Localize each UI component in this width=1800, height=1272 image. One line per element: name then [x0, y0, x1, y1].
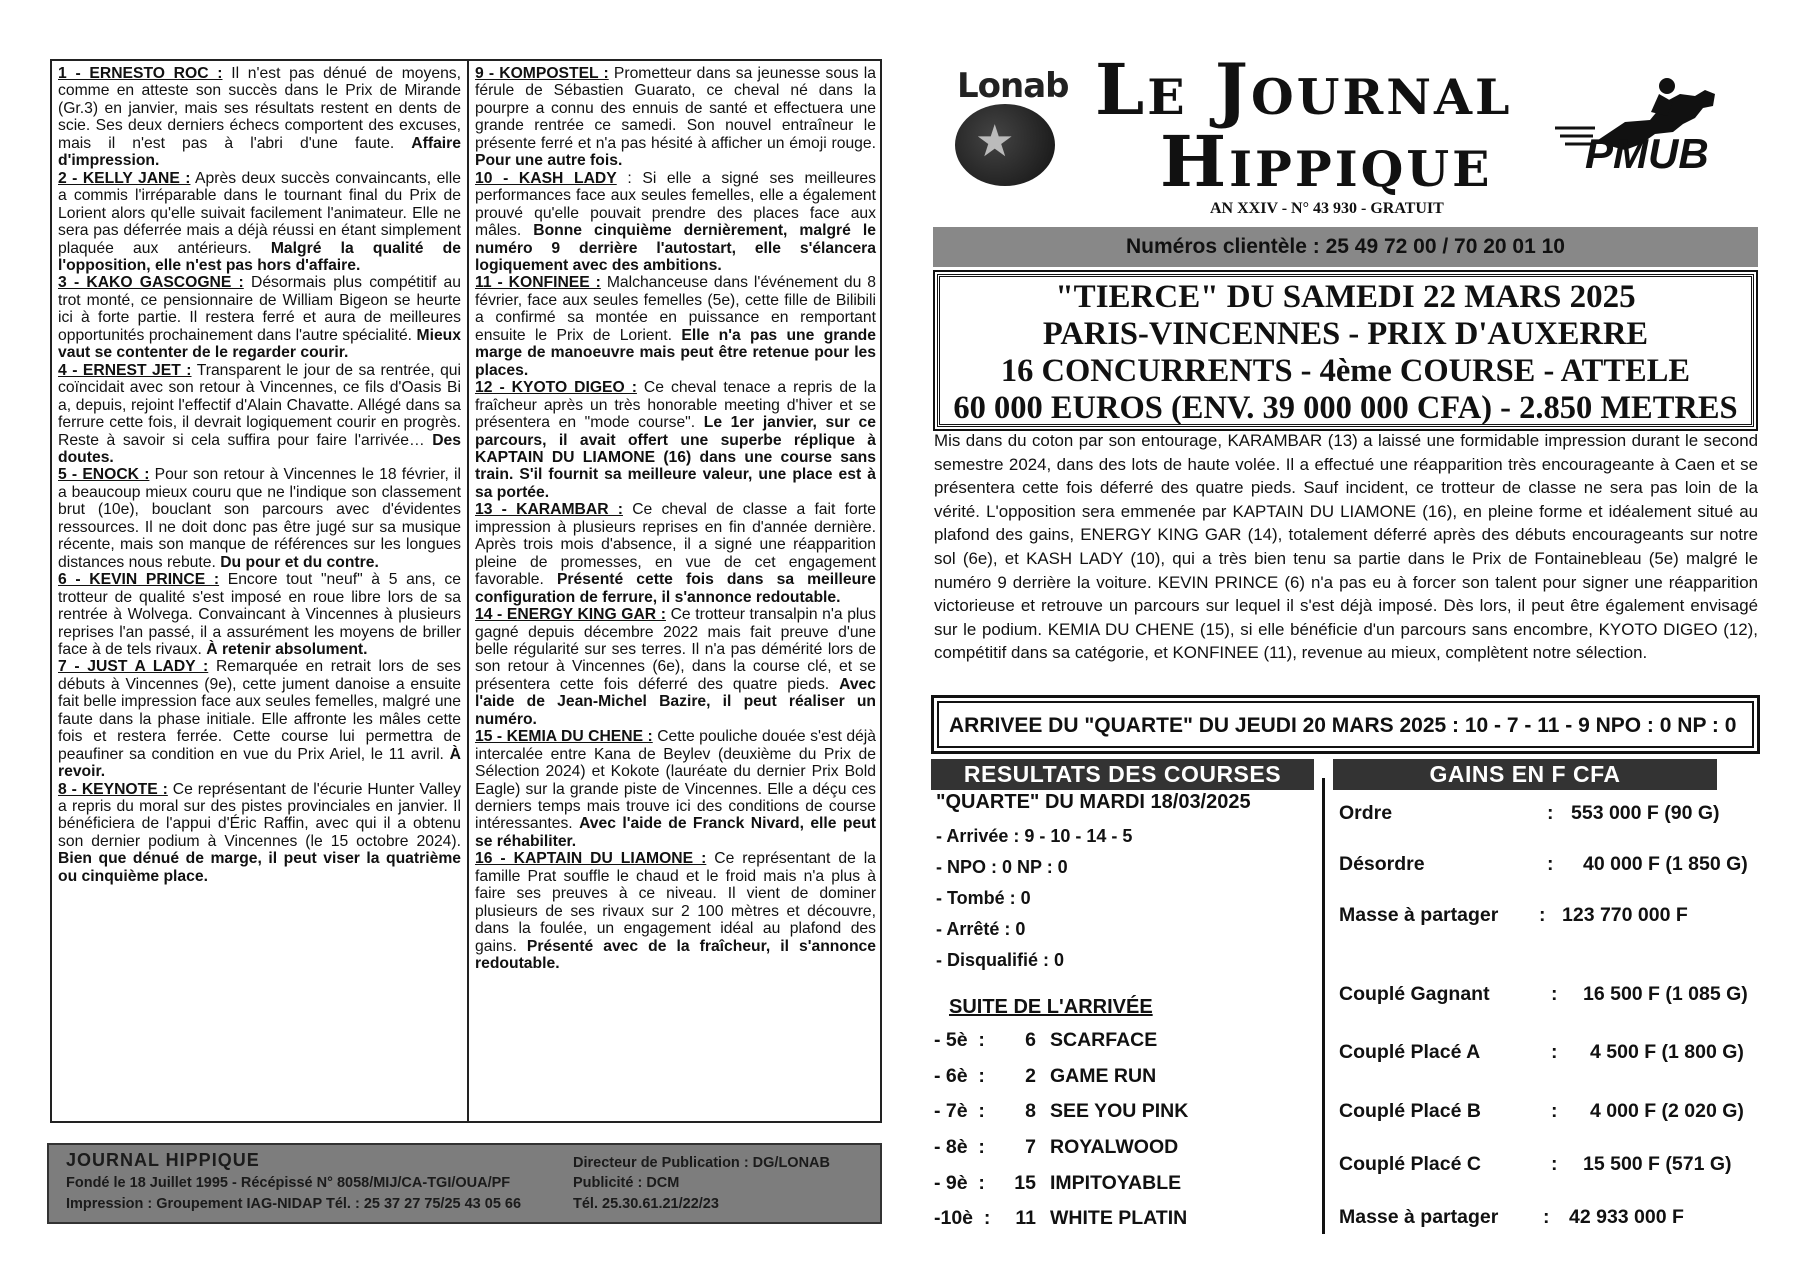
entry-1: [58, 65, 461, 170]
entry-text: Ce représentant de la famille Prat souffle le chaud et le froid mais n'a plus à faire ses preuves à ce niveau. Il vient de dominer plusieurs de ses rivaux sur 2 100 mètres et découvre, dans la foulée, un engagement idéal au plafond des gains.: [475, 850, 876, 955]
entry-text: Remarquée en retrait lors de ses débuts à Vincennes (9e), cette jument danoise a ensuite fait belle impression face aux seules femelles, malgré une faute dans la phase initiale. Elle affronte les mâles cette fois et restera ferrée. Cette course lui permettra de peaufiner sa condition en vue du Prix Ariel, le 11 avril.: [58, 658, 461, 763]
entry-verdict: Bonne cinquième dernièrement, malgré le numéro 9 derrière l'autostart, elle s'élancera logiquement avec des ambitions.: [475, 222, 876, 274]
results-divider: [1322, 778, 1325, 1234]
suite-row: [934, 1029, 1157, 1052]
entry-name: 8 - KEYNOTE :: [58, 780, 168, 798]
tierce-race-box: [937, 274, 1754, 427]
entry-verdict: Affaire d'impression.: [58, 134, 461, 170]
entry-16: [475, 850, 876, 972]
suite-number: 15: [1014, 1172, 1036, 1194]
entry-name: 9 - KOMPOSTEL :: [475, 65, 609, 82]
suite-position: - 5è :: [934, 1029, 985, 1051]
entry-7: [58, 658, 461, 780]
gain-label: Ordre: [1339, 802, 1393, 824]
entry-text: Cette pouliche douée s'est déjà intercalée entre Kana de Beylev (deuxième du Prix de Sélection 2024) et Kokote (lauréate du dernier Prix Bold Eagle) sur la grande piste de Vincennes. Elle a déçu ces derniers temps mais trouve ici des conditions de course intéressantes.: [475, 728, 876, 833]
horse-commentary-columns: [50, 59, 882, 1123]
issue-info: AN XXIV - N° 43 930 - GRATUIT: [1210, 200, 1444, 217]
suite-position: - 8è :: [934, 1136, 985, 1158]
suite-number: 2: [1025, 1065, 1036, 1087]
entry-name: 15 - KEMIA DU CHENE :: [475, 728, 653, 746]
result-line: - Arrêté : 0: [936, 919, 1026, 939]
lonab-logo-text: Lonab: [957, 66, 1069, 106]
entry-verdict: Malgré la qualité de l'opposition, elle n'est pas hors d'affaire.: [58, 239, 461, 274]
gain-label: Couplé Placé C: [1339, 1153, 1481, 1175]
entry-name: 12 - KYOTO DIGEO :: [475, 379, 637, 397]
gain-value: 40 000 F (1 850 G): [1583, 853, 1748, 875]
footer-phone: Tél. 25.30.61.21/22/23: [573, 1196, 719, 1212]
result-line: - NPO : 0 NP : 0: [936, 857, 1068, 877]
entry-name: 1 - ERNESTO ROC :: [58, 65, 223, 82]
entry-14: [475, 606, 876, 728]
tierce-line-1: "TIERCE" DU SAMEDI 22 MARS 2025: [1055, 279, 1636, 315]
entry-verdict: Des doutes.: [58, 431, 461, 466]
suite-horse-name: IMPITOYABLE: [1050, 1172, 1182, 1194]
footer-title: JOURNAL HIPPIQUE: [66, 1150, 260, 1170]
entry-text: Malchanceuse dans l'événement du 8 février, face aux seules femelles (5e), cette fille de Bilibili a confirmé sa montée en puissance en remportant ensuite le Prix de Lorient.: [475, 274, 876, 344]
entry-name: 3 - KAKO GASCOGNE :: [58, 274, 244, 292]
suite-number: 7: [1025, 1136, 1036, 1158]
entry-6: [58, 571, 461, 658]
suite-row: [934, 1207, 1187, 1230]
entry-name: 10 - KASH LADY: [475, 169, 617, 187]
gain-value: 42 933 000 F: [1569, 1206, 1684, 1228]
suite-position: -10è :: [934, 1207, 991, 1229]
suite-number: 11: [1015, 1207, 1036, 1229]
tierce-line-4: 60 000 EUROS (ENV. 39 000 000 CFA) - 2.850 METRES: [953, 390, 1738, 426]
gain-value: 4 000 F (2 020 G): [1590, 1100, 1744, 1122]
entry-name: 4 - ERNEST JET :: [58, 361, 192, 379]
entry-name: 2 - KELLY JANE :: [58, 169, 191, 187]
suite-horse-name: GAME RUN: [1050, 1065, 1157, 1087]
entry-text: Encore tout "neuf" à 5 ans, ce trotteur de qualité s'est imposé en roue libre lors de sa rentrée à Wolvega. Convaincant à Vincennes à plusieurs reprises l'an passé, il a assurément les moyens de briller face à de tels rivaux.: [58, 571, 461, 658]
suite-position: - 6è :: [934, 1065, 985, 1087]
gain-label: Masse à partager: [1339, 904, 1499, 926]
suite-horse-name: ROYALWOOD: [1050, 1136, 1179, 1158]
suite-row: [934, 1100, 1188, 1123]
journal-title-line2: Hippique: [1160, 120, 1493, 203]
entry-3: [58, 274, 461, 361]
suite-position: - 9è :: [934, 1172, 985, 1194]
arrivee-quarte-text: ARRIVEE DU "QUARTE" DU JEUDI 20 MARS 2025 : 10 - 7 - 11 - 9 NPO : 0 NP : 0: [937, 701, 1754, 748]
entry-verdict: Bien que dénué de marge, il peut viser la quatrième ou cinquième place.: [58, 850, 461, 885]
suite-horse-name: SEE YOU PINK: [1050, 1100, 1189, 1122]
entry-verdict: Avec l'aide de Franck Nivard, elle peut se réhabiliter.: [475, 815, 877, 850]
entry-2: [58, 170, 461, 275]
footer-printing: Impression : Groupement IAG-NIDAP Tél. : 25 37 27 75/25 43 05 66: [66, 1196, 522, 1212]
entry-text: Il n'est pas dénué de moyens, comme en atteste son succès dans le Prix de Mirande (Gr.3) en janvier, mais ses résultats restent en dents de scie. Ses deux derniers échecs comportent des excuses, mais il n'est pas à l'abri d'une faute.: [58, 65, 461, 152]
tierce-line-2: PARIS-VINCENNES - PRIX D'AUXERRE: [1042, 316, 1649, 352]
entry-text: Ce représentant de l'écurie Hunter Valley a repris du moral sur des pistes provinciales en janvier. Il bénéficiera de l'appui d'Éric Raffin, avec qui il a obtenu son dernier podium à Vincennes (le 15 octobre 2024).: [58, 780, 461, 850]
entry-text: Ce cheval de classe a fait forte impression à plusieurs reprises en fin d'année dernière. Après trois mois d'absence, il a signé une réapparition pleine de promesses, en vue de cet engagement favorable.: [475, 501, 876, 589]
footer-director: Directeur de Publication : DG/LONAB: [573, 1155, 830, 1171]
gain-value: 15 500 F (571 G): [1583, 1153, 1732, 1175]
entry-text: : Si elle a signé ses meilleures performances face aux seules femelles, elle a également prouvé qu'elle pouvait prendre des places face aux mâles.: [475, 169, 877, 240]
entry-4: [58, 362, 461, 467]
entry-15: [475, 728, 876, 850]
entry-8: [58, 781, 461, 886]
entry-verdict: Pour une autre fois.: [475, 152, 623, 170]
gain-label: Désordre: [1339, 853, 1425, 875]
entry-verdict: Mieux vaut se contenter de le regarder courir.: [58, 326, 461, 362]
entry-text: Après deux succès convaincants, elle a commis l'irréparable dans le tournant final du Prix de Lorient alors qu'elle suivait facilement l'animateur. Elle ne sera pas déferrée mais a déjà réussi en étant simplement plaquée aux antérieurs.: [58, 169, 461, 257]
entry-verdict: Avec l'aide de Jean-Michel Bazire, il peut réaliser un numéro.: [475, 675, 876, 728]
entry-name: 6 - KEVIN PRINCE :: [58, 571, 220, 589]
suite-row: [934, 1136, 1178, 1159]
result-line: - Disqualifié : 0: [936, 950, 1065, 970]
suite-position: - 7è :: [934, 1100, 985, 1122]
results-header: RESULTATS DES COURSES: [931, 759, 1314, 790]
gain-label: Masse à partager: [1339, 1206, 1499, 1228]
entry-text: Prometteur dans sa jeunesse sous la férule de Sébastien Guarato, ce cheval né dans la pourpre a connu des ennuis de santé et effectuera une grande rentrée ce samedi. Son nouvel entraîneur le présente ferré et n'a pas hésité à afficher un émoji rouge.: [475, 65, 876, 152]
entry-verdict: Présenté cette fois dans sa meilleure configuration de ferrure, il s'annonce redoutable.: [475, 571, 876, 606]
entry-name: 7 - JUST A LADY :: [58, 658, 209, 676]
gains-header: GAINS EN F CFA: [1333, 759, 1717, 790]
gain-value: 4 500 F (1 800 G): [1590, 1041, 1744, 1063]
footer-founded: Fondé le 18 Juillet 1995 - Récépissé N° 8058/MIJ/CA-TGI/OUA/PF: [66, 1175, 511, 1191]
entry-12: [475, 379, 876, 501]
prognosis-paragraph: Mis dans du coton par son entourage, KARAMBAR (13) a laissé une formidable impression durant le second semestre 2024, dans des lots de haute volée. Il a effectué une réapparition très encourageante à Caen et se présentera cette fois déferré des quatre pieds. Sauf incident, ce trotteur de classe ne sera pas loin de la vérité. L'opposition sera emmenée par KAPTAIN DU LIAMONE (16), en pleine forme et idéalement situé au plafond des gains, ENERGY KING GAR (14), totalement déferré après des débuts encourageants sur notre sol (6e), et KASH LADY (10), qui a très bien tenu sa partie dans le Prix de Fontainebleau (5e) malgré le numéro 9 derrière la voiture. KEVIN PRINCE (6) n'a pas eu à forcer son talent pour signer une réapparition victorieuse et retrouve un parcours sur lequel il s'est déjà imposé. Dès lors, il peut être également envisagé sur le podium. KEMIA DU CHENE (15), si elle bénéficie d'un parcours sans encombre, KYOTO DIGEO (12), compétitif dans sa catégorie, et KONFINEE (11), revenue au mieux, complètent notre sélection.: [934, 431, 1758, 663]
gain-value: 16 500 F (1 085 G): [1583, 983, 1748, 1005]
pmub-logo-text: PMUB: [1585, 130, 1709, 177]
entry-name: 14 - ENERGY KING GAR :: [475, 606, 666, 624]
entry-text: Ce trotteur transalpin n'a plus gagné depuis décembre 2022 mais fait preuve d'une belle régularité sur ses terres. Il n'a pas démérité lors de son retour à Vincennes (6e), dans la course clé, et se présentera cette fois déferré des quatre pieds.: [475, 606, 876, 693]
publication-footer: [47, 1143, 882, 1224]
commentary-column-left: [52, 61, 467, 1121]
gain-value: 123 770 000 F: [1562, 904, 1688, 926]
tierce-line-3: 16 CONCURRENTS - 4ème COURSE - ATTELE: [1000, 353, 1691, 389]
suite-number: 8: [1025, 1100, 1036, 1122]
entry-verdict: Le 1er janvier, sur ce parcours, il avait offert une superbe réplique à KAPTAIN DU LIAMONE (16) dans une course sans train. S'il fournit sa meilleure valeur, une place est à sa portée.: [475, 414, 876, 501]
entry-text: Transparent le jour de sa rentrée, qui coïncidait avec son retour à Vincennes, ce fils d'Oasis Bi a, depuis, rejoint l'effectif d'Alain Chavatte. Allégé dans sa ferrure cette fois, il devrait logiquement courir en progrès. Reste à savoir si cela suffira pour faire l'arrivée…: [58, 361, 461, 449]
suite-horse-name: SCARFACE: [1050, 1029, 1158, 1051]
suite-horse-name: WHITE PLATIN: [1050, 1207, 1188, 1229]
star-icon: ★: [975, 117, 1015, 166]
gain-label: Couplé Placé B: [1339, 1100, 1481, 1122]
entry-13: [475, 501, 876, 606]
entry-verdict: À revoir.: [58, 745, 461, 781]
result-line: - Arrivée : 9 - 10 - 14 - 5: [936, 826, 1133, 846]
entry-name: 16 - KAPTAIN DU LIAMONE :: [475, 850, 707, 868]
journal-title-line1: Le Journal: [1095, 48, 1513, 131]
entry-10: [475, 170, 876, 275]
gain-value: 553 000 F (90 G): [1571, 802, 1720, 824]
client-numbers-bar: Numéros clientèle : 25 49 72 00 / 70 20 01 10: [933, 227, 1758, 267]
entry-verdict: Du pour et du contre.: [220, 553, 379, 571]
entry-9: [475, 65, 876, 170]
suite-number: 6: [1025, 1029, 1036, 1051]
footer-advertising: Publicité : DCM: [573, 1175, 680, 1191]
suite-row: [934, 1172, 1181, 1195]
entry-verdict: Présenté avec de la fraîcheur, il s'annonce redoutable.: [475, 937, 876, 973]
commentary-column-right: [467, 61, 882, 1121]
entry-11: [475, 274, 876, 379]
entry-text: Pour son retour à Vincennes le 18 février, il a beaucoup mieux couru que ne l'indique son classement brut (10e), bouclant son parcours avec d'évidentes ressources. Il ne doit donc pas être jugé sur sa musique récente, mais son manque de références sur les longues distances nous rebute.: [58, 466, 462, 571]
entry-text: Ce cheval tenace a repris de la fraîcheur après un très honorable meeting d'hiver et se présentera en "mode course".: [475, 379, 877, 432]
entry-name: 13 - KARAMBAR :: [475, 501, 623, 519]
entry-verdict: Elle n'a pas une grande marge de manoeuvre mais peut être retenue pour les places.: [475, 326, 876, 379]
gain-label: Couplé Gagnant: [1339, 983, 1490, 1005]
entry-name: 11 - KONFINEE :: [475, 274, 601, 292]
arrivee-quarte-box: [931, 695, 1760, 754]
entry-text: Désormais plus compétitif au trot monté, ce pensionnaire de William Bigeon se heurte ici à forte partie. Il restera ferré et aura de meilleures opportunités prochainement dans l'autre spécialité.: [58, 274, 461, 344]
entry-name: 5 - ENOCK :: [58, 466, 150, 484]
gain-label: Couplé Placé A: [1339, 1041, 1481, 1063]
suite-row: [934, 1065, 1156, 1088]
results-subtitle: "QUARTE" DU MARDI 18/03/2025: [936, 791, 1251, 813]
entry-5: [58, 466, 461, 571]
result-line: - Tombé : 0: [936, 888, 1031, 908]
suite-arrivee-title: SUITE DE L'ARRIVÉE: [949, 996, 1153, 1018]
entry-verdict: À retenir absolument.: [206, 640, 368, 658]
